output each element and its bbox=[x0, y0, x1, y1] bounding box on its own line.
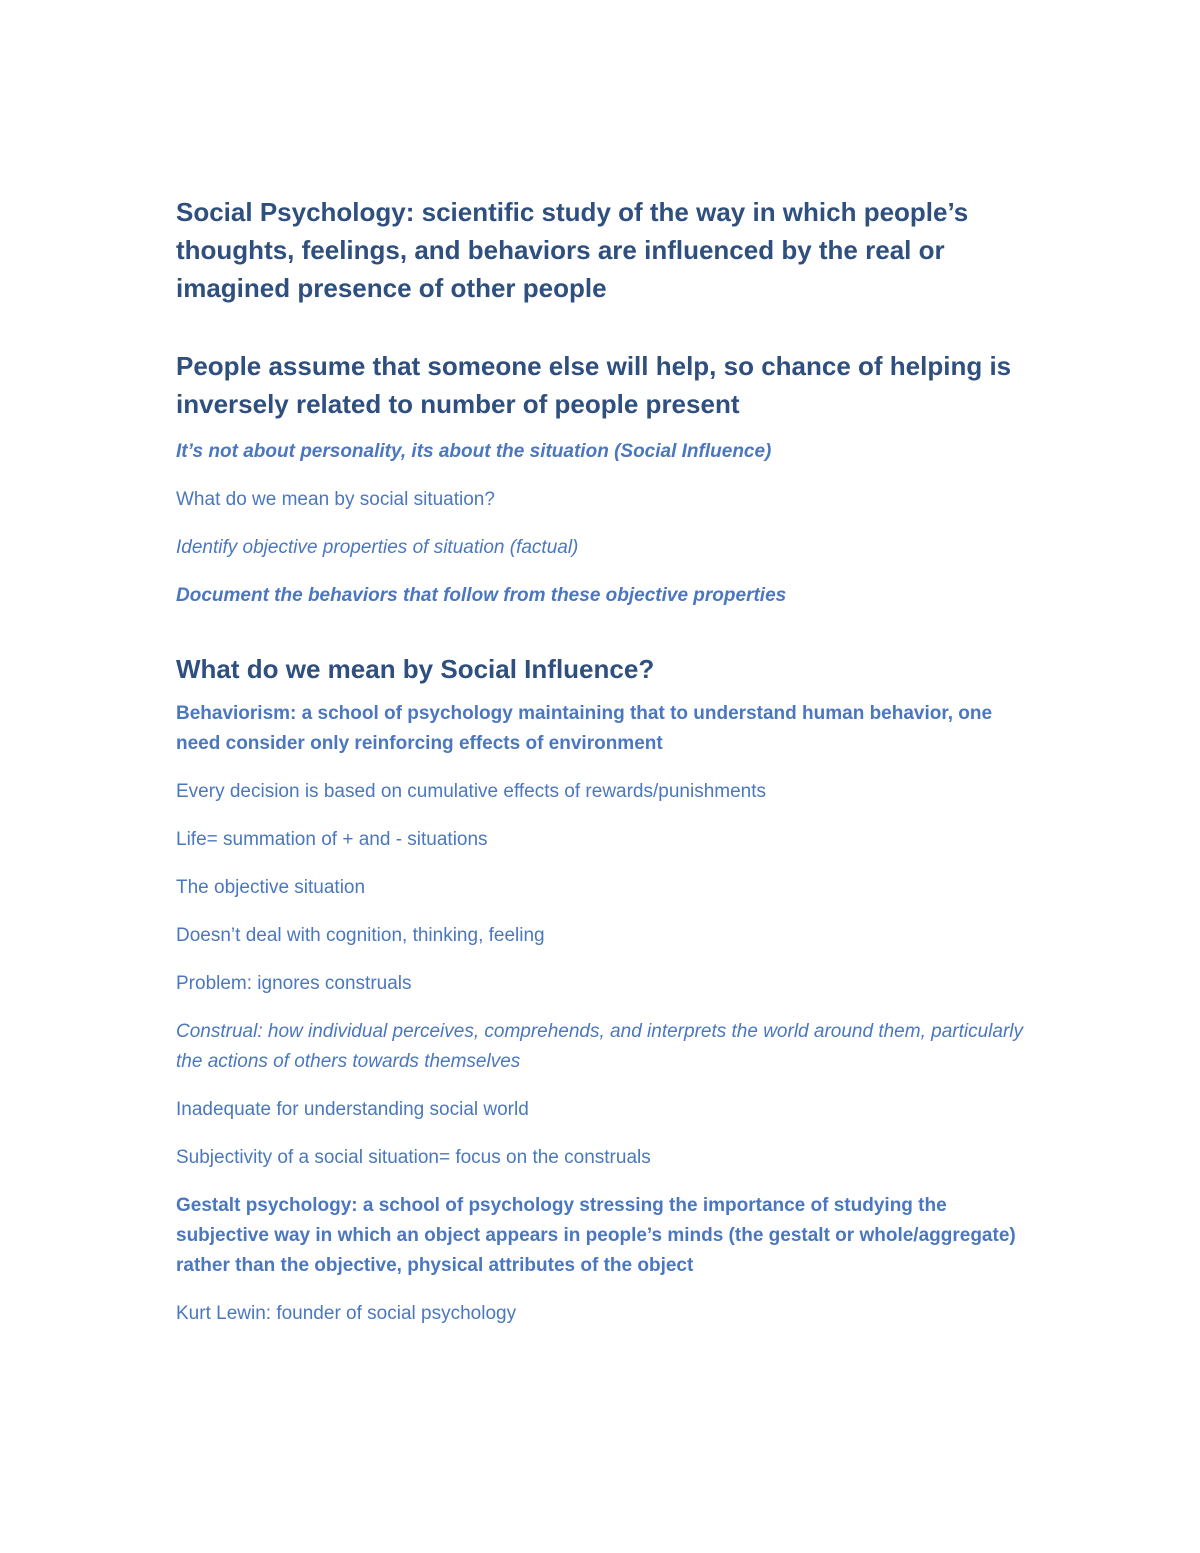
document-content bbox=[176, 193, 1036, 1347]
line-objective-situation: The objective situation bbox=[176, 877, 366, 898]
heading-social-psychology-definition: Social Psychology: scientific study of the way in which people’s thoughts, feelings, and behaviors are influenced by the real or imagined presence of other people bbox=[176, 197, 969, 303]
line-problem-construals: Problem: ignores construals bbox=[176, 973, 412, 994]
line-document-behaviors: Document the behaviors that follow from these objective properties bbox=[176, 585, 787, 606]
heading-social-influence: What do we mean by Social Influence? bbox=[176, 654, 655, 684]
line-every-decision: Every decision is based on cumulative effects of rewards/punishments bbox=[176, 781, 767, 802]
line-behaviorism-definition: Behaviorism: a school of psychology maintaining that to understand human behavior, one need consider only reinforcing effects of environment bbox=[176, 703, 993, 754]
line-inadequate: Inadequate for understanding social world bbox=[176, 1099, 529, 1120]
heading-bystander-effect: People assume that someone else will help, so chance of helping is inversely related to number of people present bbox=[176, 351, 1012, 419]
line-not-about-personality: It’s not about personality, its about the situation (Social Influence) bbox=[176, 441, 772, 462]
line-gestalt-definition: Gestalt psychology: a school of psychology stressing the importance of studying the subjective way in which an object appears in people’s minds (the gestalt or whole/aggregate) rather than the objective, physical attributes of the object bbox=[176, 1195, 1016, 1276]
line-subjectivity: Subjectivity of a social situation= focus on the construals bbox=[176, 1147, 651, 1168]
line-social-situation-question: What do we mean by social situation? bbox=[176, 489, 495, 510]
line-identify-objective-properties: Identify objective properties of situation (factual) bbox=[176, 537, 579, 558]
line-construal-definition: Construal: how individual perceives, comprehends, and interprets the world around them, particularly the actions of others towards themselves bbox=[176, 1021, 1023, 1072]
line-life-summation: Life= summation of + and - situations bbox=[176, 829, 488, 850]
line-kurt-lewin: Kurt Lewin: founder of social psychology bbox=[176, 1303, 517, 1324]
line-cognition: Doesn’t deal with cognition, thinking, feeling bbox=[176, 925, 545, 946]
